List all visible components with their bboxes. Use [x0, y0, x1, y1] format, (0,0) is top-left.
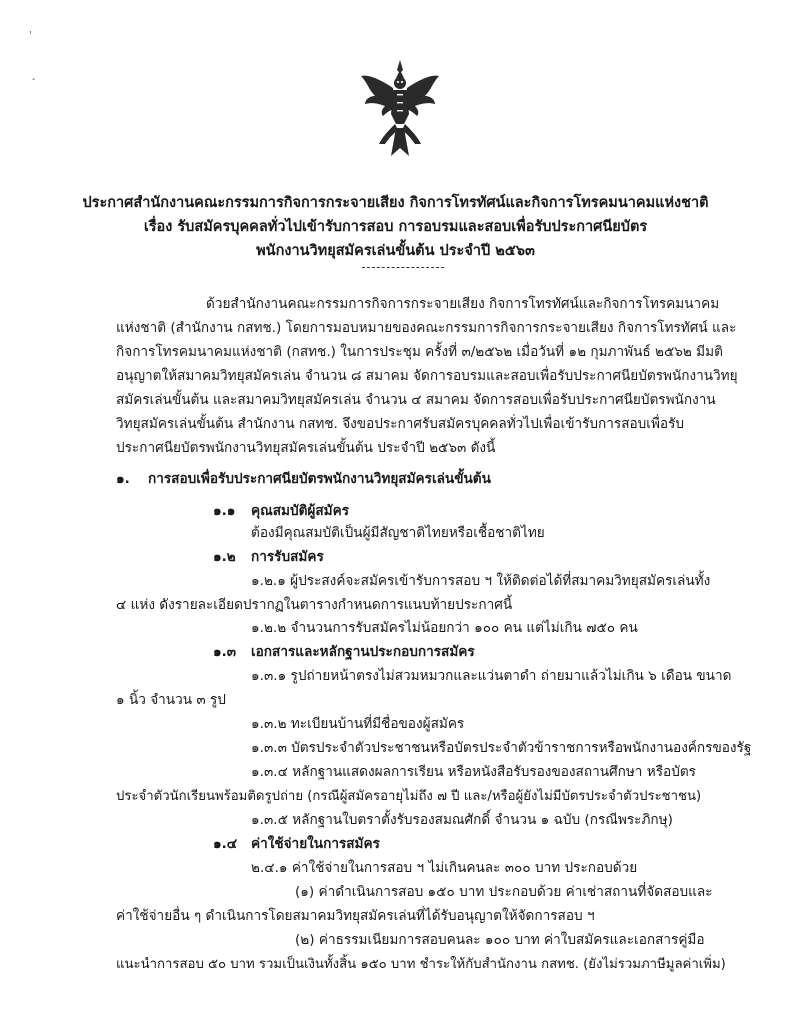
intro-line-7: ประกาศนียบัตรพนักงานวิทยุสมัครเล่นขั้นต้น ประจำปี ๒๕๖๓ ดังนี้ — [116, 440, 496, 456]
item-1-4-1-a-line-2: ค่าใช้จ่ายอื่น ๆ ดำเนินการโดยสมาคมวิทยุสมัครเล่นที่ได้รับอนุญาตให้จัดการสอบ ฯ — [116, 908, 595, 924]
item-1-3-3: ๑.๓.๓ บัตรประจำตัวประชาชนหรือบัตรประจำตัวข้าราชการหรือพนักงานองค์กรของรัฐ — [251, 740, 752, 756]
section-1-2-number: ๑.๒ — [213, 549, 236, 565]
intro-line-2: แห่งชาติ (สำนักงาน กสทช.) โดยการมอบหมายของคณะกรรมการกิจการกระจายเสียง กิจการโทรทัศน์ และ — [116, 320, 737, 336]
section-1-number: ๑. — [116, 471, 130, 487]
item-1-4-1: ๒.๔.๑ ค่าใช้จ่ายในการสอบ ฯ ไม่เกินคนละ ๓๐๐ บาท ประกอบด้วย — [251, 860, 638, 876]
scan-speck: ' — [29, 30, 32, 41]
section-1-3-heading: เอกสารและหลักฐานประกอบการสมัคร — [251, 644, 475, 660]
section-1-2-heading: การรับสมัคร — [251, 549, 324, 565]
item-1-2-1-line-1: ๑.๒.๑ ผู้ประสงค์จะสมัครเข้ารับการสอบ ฯ ให้ติดต่อได้ที่สมาคมวิทยุสมัครเล่นทั้ง — [251, 573, 711, 589]
intro-line-1: ด้วยสำนักงานคณะกรรมการกิจการกระจายเสียง กิจการโทรทัศน์และกิจการโทรคมนาคม — [206, 296, 720, 312]
item-1-3-2: ๑.๓.๒ ทะเบียนบ้านที่มีชื่อของผู้สมัคร — [251, 716, 465, 732]
announcement-title-line-1: ประกาศสำนักงานคณะกรรมการกิจการกระจายเสียง กิจการโทรทัศน์และกิจการโทรคมนาคมแห่งชาติ — [82, 195, 709, 211]
title-divider — [362, 267, 444, 268]
item-1-4-1-b-line-1: (๒) ค่าธรรมเนียมการสอบคนละ ๑๐๐ บาท ค่าใบสมัครและเอกสารคู่มือ — [295, 932, 705, 948]
item-1-2-1-line-2: ๔ แห่ง ดังรายละเอียดปรากฏในตารางกำหนดการแนบท้ายประกาศนี้ — [116, 597, 513, 613]
garuda-emblem-icon — [359, 58, 441, 162]
item-1-3-4-line-1: ๑.๓.๔ หลักฐานแสดงผลการเรียน หรือหนังสือรับรองของสถานศึกษา หรือบัตร — [251, 764, 696, 780]
item-1-4-1-a-line-1: (๑) ค่าดำเนินการสอบ ๑๕๐ บาท ประกอบด้วย ค่าเช่าสถานที่จัดสอบและ — [295, 884, 713, 900]
item-1-3-4-line-2: ประจำตัวนักเรียนพร้อมติดรูปถ่าย (กรณีผู้สมัครอายุไม่ถึง ๗ ปี และ/หรือผู้ยังไม่มีบัตรประจำตัวประชาชน) — [116, 789, 702, 804]
section-1-1-text: ต้องมีคุณสมบัติเป็นผู้มีสัญชาติไทยหรือเชื้อชาติไทย — [251, 525, 545, 541]
intro-line-4: อนุญาตให้สมาคมวิทยุสมัครเล่น จำนวน ๘ สมาคม จัดการอบรมและสอบเพื่อรับประกาศนียบัตรพนักงานวิทยุ — [116, 368, 738, 384]
item-1-2-2: ๑.๒.๒ จำนวนการรับสมัครไม่น้อยกว่า ๑๐๐ คน แต่ไม่เกิน ๗๕๐ คน — [251, 620, 638, 636]
item-1-3-1-line-2: ๑ นิ้ว จำนวน ๓ รูป — [116, 692, 226, 708]
announcement-title-line-3: พนักงานวิทยุสมัครเล่นขั้นต้น ประจำปี ๒๕๖๓ — [256, 243, 535, 259]
announcement-title-line-2: เรื่อง รับสมัครบุคคลทั่วไปเข้ารับการสอบ การอบรมและสอบเพื่อรับประกาศนียบัตร — [143, 219, 648, 235]
item-1-3-1-line-1: ๑.๓.๑ รูปถ่ายหน้าตรงไม่สวมหมวกและแว่นตาดำ ถ่ายมาแล้วไม่เกิน ๖ เดือน ขนาด — [251, 668, 732, 684]
section-1-1-heading: คุณสมบัติผู้สมัคร — [251, 503, 350, 519]
intro-line-5: สมัครเล่นขั้นต้น และสมาคมวิทยุสมัครเล่น จำนวน ๔ สมาคม จัดการสอบเพื่อรับประกาศนียบัตรพนักงาน — [116, 392, 716, 408]
intro-line-6: วิทยุสมัครเล่นขั้นต้น สำนักงาน กสทช. จึงขอประกาศรับสมัครบุคคลทั่วไปเพื่อเข้ารับการสอบเพื่อรับ — [116, 416, 685, 432]
section-1-3-number: ๑.๓ — [213, 644, 237, 660]
item-1-4-1-b-line-2: แนะนำการสอบ ๕๐ บาท รวมเป็นเงินทั้งสิ้น ๑๕๐ บาท ชำระให้กับสำนักงาน กสทช. (ยังไม่รวมภาษีมูลค่าเพิ่ม) — [116, 957, 726, 972]
section-1-4-number: ๑.๔ — [213, 836, 238, 852]
scan-speck: ¸ — [31, 70, 36, 81]
section-1-4-heading: ค่าใช้จ่ายในการสมัคร — [251, 836, 380, 852]
intro-line-3: กิจการโทรคมนาคมแห่งชาติ (กสทช.) ในการประชุม ครั้งที่ ๓/๒๕๖๒ เมื่อวันที่ ๑๒ กุมภาพันธ์ ๒๕๖๒ มีมติ — [116, 344, 723, 360]
section-1-1-number: ๑.๑ — [213, 503, 236, 519]
item-1-3-5: ๑.๓.๕ หลักฐานใบตราตั้งรับรองสมณศักดิ์ จำนวน ๑ ฉบับ (กรณีพระภิกษุ) — [251, 812, 673, 828]
section-1-heading: การสอบเพื่อรับประกาศนียบัตรพนักงานวิทยุสมัครเล่นขั้นต้น — [148, 471, 491, 487]
